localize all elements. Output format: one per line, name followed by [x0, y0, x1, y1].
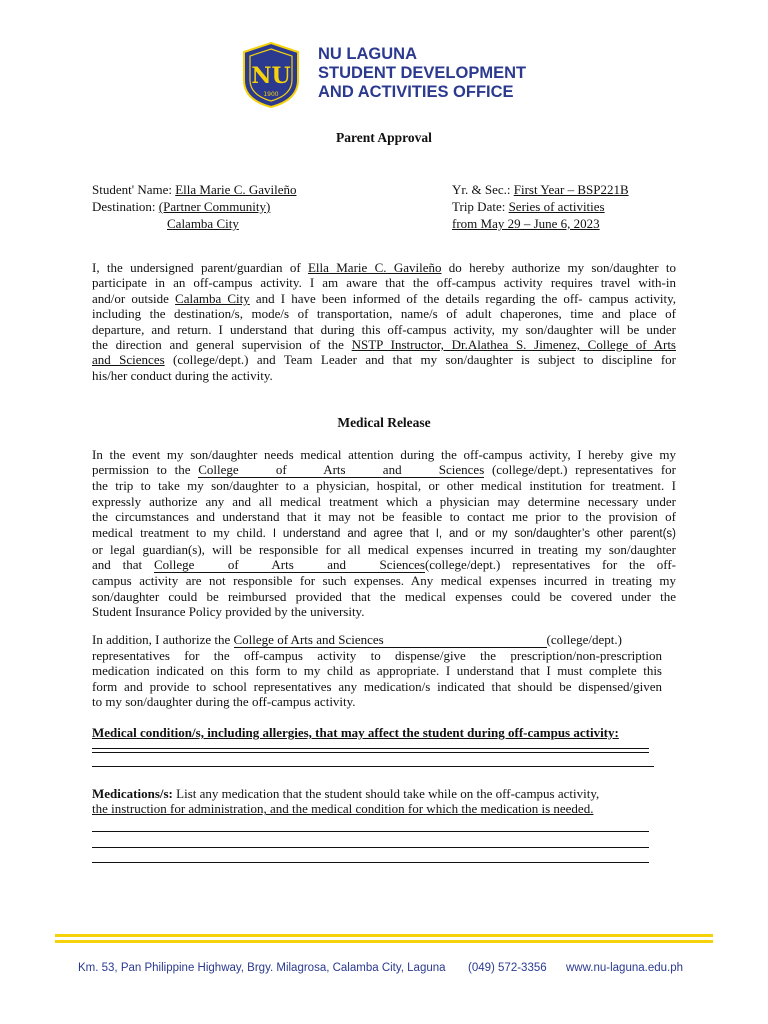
approval-text: and/or outside: [92, 290, 176, 306]
approval-text: (college/dept.) and Team Leader and that my son/daughter is subject to discipline for: [164, 352, 676, 368]
page-title: Parent Approval: [336, 130, 432, 145]
approval-supervisor: NSTP Instructor, Dr.Alathea S. Jimenez, College of Arts: [351, 337, 676, 353]
authorize-text: medication indicated on this form to my child as appropriate. I understand that I must complete this: [92, 663, 662, 679]
college-blank-2: College of Arts and Sciences: [153, 557, 425, 573]
authorize-text: In addition, I authorize the: [92, 632, 234, 647]
medical-text: the circumstances and understand that it may not be feasible to contact me prior to the provision of: [92, 509, 676, 525]
medications-line-2: [92, 847, 649, 848]
medications-section: [92, 786, 662, 817]
nu-seal-logo: [236, 40, 306, 110]
medical-release-title: Medical Release: [337, 415, 431, 430]
authorize-text: (college/dept.): [546, 632, 622, 647]
office-line-1: NU LAGUNA: [318, 45, 417, 63]
approval-text: the direction and general supervision of the: [92, 337, 352, 353]
destination-label: Destination:: [92, 199, 156, 214]
student-name-value: Ella Marie C. Gavileño: [175, 182, 297, 197]
authorize-text: form and provide to school representatives any medication/s indicated that should be dispensed/given: [92, 678, 662, 694]
medical-text: the trip to take my son/daughter to a physician, hospital, or other medical institution for treatment. I: [92, 478, 676, 494]
trip-date-value: Series of activities: [508, 199, 605, 214]
destination-city: Calamba City: [167, 216, 239, 231]
approval-student-name: Ella Marie C. Gavileño: [307, 260, 442, 275]
conditions-line-3: [92, 766, 654, 767]
approval-text: including the destination/s, mode/s of transportation, name/s of adult chaperones, time and place of: [92, 306, 676, 322]
authorize-text: representatives for the off-campus activity to dispense/give the prescription/non-prescription: [92, 648, 662, 663]
approval-text: participate in an off-campus activity. I am aware that the off-campus activity requires travel with-in: [92, 275, 676, 291]
seal-year: 1900: [263, 91, 279, 98]
medical-text: son/daughter could be reimbursed provided that the medical expenses could be covered under the: [92, 588, 676, 604]
footer-phone: (049) 572-3356: [468, 962, 547, 974]
medical-release-paragraph: [92, 447, 676, 620]
college-blank-1: College of Arts and Sciences: [198, 462, 485, 478]
approval-text: do hereby authorize my son/daughter to: [441, 260, 676, 275]
approval-text: his/her conduct during the activity.: [92, 367, 273, 383]
info-left: [92, 182, 422, 233]
medical-text: (college/dept.) representatives for: [484, 462, 677, 478]
medical-text: (college/dept.) representatives for the off-: [424, 557, 676, 573]
authorize-paragraph: [92, 632, 662, 710]
conditions-line-2: [92, 752, 649, 753]
trip-dates: from May 29 – June 6, 2023: [452, 216, 600, 231]
medical-text: In the event my son/daughter needs medical attention during the off-campus activity, I hereby give my: [92, 447, 676, 462]
footer-address: Km. 53, Pan Philippine Highway, Brgy. Milagrosa, Calamba City, Laguna: [78, 962, 446, 974]
letterhead: [236, 40, 536, 110]
approval-text: departure, and return. I understand that during this off-campus activity, my son/daughter will be under: [92, 321, 676, 337]
medications-text: the instruction for administration, and the medical condition for which the medication is needed.: [92, 801, 594, 817]
medications-line-1: [92, 831, 649, 832]
college-blank-3: College of Arts and Sciences: [234, 633, 547, 648]
year-section-value: First Year – BSP221B: [513, 182, 629, 197]
year-section-label: Yr. & Sec.:: [452, 182, 511, 197]
info-right: [452, 182, 682, 233]
footer-gold-bar-2: [55, 940, 713, 943]
medical-text: and that: [92, 557, 154, 573]
approval-text: and I have been informed of the details regarding the off- campus activity,: [249, 290, 676, 306]
seal-letters: NU: [251, 63, 291, 89]
destination-value: (Partner Community): [158, 199, 271, 214]
student-name-label: Student' Name:: [92, 182, 172, 197]
medical-text: expressly authorize any and all medical treatment which a physician may determine necessary under: [92, 493, 676, 509]
medications-label: Medications/s:: [92, 786, 173, 801]
medical-text: or legal guardian(s), will be responsible for all medical expenses incurred in treating my son/daughter: [92, 542, 676, 558]
conditions-line-1: [92, 748, 649, 749]
approval-city: Calamba City: [175, 290, 250, 306]
medical-text: I understand and agree that I, and or my son/daughter’s other parent(s): [272, 527, 676, 540]
medications-line-3: [92, 862, 649, 863]
authorize-text: to my son/daughter during the off-campus activity.: [92, 694, 356, 710]
footer: [78, 962, 698, 974]
trip-date-label: Trip Date:: [452, 199, 506, 214]
approval-paragraph: [92, 260, 676, 383]
medical-text: medical treatment to my child.: [92, 524, 273, 540]
approval-college: and Sciences: [92, 352, 165, 368]
medical-text: permission to the: [92, 462, 199, 478]
approval-text: I, the undersigned parent/guardian of: [92, 260, 308, 275]
medications-text: List any medication that the student should take while on the off-campus activity,: [172, 786, 600, 801]
footer-gold-bar-1: [55, 934, 713, 937]
office-line-2: STUDENT DEVELOPMENT: [318, 64, 527, 82]
medical-conditions-label: Medical condition/s, including allergies, that may affect the student during off-campus activity:: [92, 725, 619, 740]
footer-website[interactable]: www.nu-laguna.edu.ph: [566, 962, 683, 974]
medical-text: Student Insurance Policy provided by the university.: [92, 604, 365, 620]
office-line-3: AND ACTIVITIES OFFICE: [318, 83, 514, 101]
medical-text: campus activity are not responsible for such expenses. Any medical expenses incurred in treating my: [92, 573, 676, 589]
